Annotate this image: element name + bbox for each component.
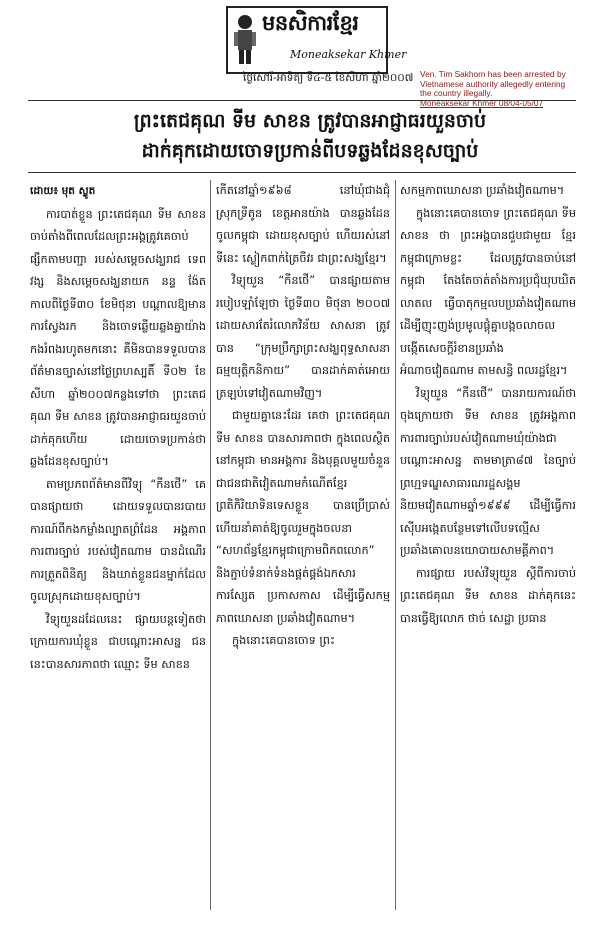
note-line: Moneaksekar Khmer 08/04-05/07	[420, 97, 544, 108]
article-column-3	[400, 180, 576, 630]
paragraph: ការបាត់ខ្លួន ព្រះតេជគុណ ទីម សាខន ចាប់តាំងពីពេលដែលព្រះអង្គត្រូវគេចាប់ផ្សឹកតាមបញ្ជា របស់សម្ដេចសង្ឃរាជ ទេព វង្ស និងសម្ដេចសង្ឃនាយក នន្ទ ង៉ែត កាលពីថ្ងៃទី៣០ ខែមិថុនា បណ្ដាលឱ្យមានការស្វែងរក និងចោទឆ្លើយឆ្លងគ្នាយ៉ាងកងរំពងរហូតមកនោះ គឺមិនបានទទួលបានព័ត៌មានច្បាស់នៅថ្ងៃព្រហស្បតិ៍ ទី០២ ខែសីហា ឆ្នាំ២០០៧កន្លងទៅថា ព្រះតេជគុណ ទីម សាខន ត្រូវបានអាជ្ញាធរយួនចាប់ដាក់គុកហើយ ដោយចោទប្រកាន់ថា ឆ្លងដែនខុសច្បាប់។	[30, 207, 206, 468]
column-divider	[395, 180, 396, 910]
issue-dateline: ថ្ងៃសៅរ៍-អាទិត្យ ទី៤-៥ ខែសីហា ឆ្នាំ២០០៧	[243, 72, 414, 84]
paragraph: តាមប្រភពព័ត៌មានពីវិទ្យុ “កីនថើ” គេបានផ្សាយថា ដោយទទួលបានរបាយការណ៍ពីកងកម្លាំងល្បាតព្រំដែន អង្គភាពការពារច្បាប់ របស់វៀតណាម បានដំណើរការត្រួតពិនិត្យ និងឃាត់ខ្លួនជនម្នាក់ដែលចូលស្រុកដោយខុសច្បាប់។	[30, 477, 206, 603]
note-line: Ven. Tim Sakhorn has been arrested by	[420, 69, 566, 79]
article-headline	[50, 106, 570, 166]
paragraph: ជាមួយគ្នានេះដែរ គេថា ព្រះតេជគុណ ទីម សាខន បានសារភាពថា ក្នុងពេលស្ថិតនៅកម្ពុជា មានអង្គការ និងបុគ្គលមួយចំនួន ជាជនជាតិវៀតណាមកំណើតខ្មែរ ព្រតិកិរិយាទិនទេសខ្លួន បានប្រើប្រាស់ ហើយនាំគាត់ឱ្យចូលរួមក្នុងចលនា “សហព័ន្ធខ្មែរកម្ពុជាក្រោមពិភពលោក” និងភ្ជាប់ទំនាក់ទំនងផ្គត់ផ្គង់ឯកសារការស្សែត ប្រកាសកាស ដើម្បីធ្វើសកម្មភាពឃោសនា ប្រឆាំងវៀតណាម។	[216, 409, 390, 625]
paragraph: វិទ្យុយួនដដែលនេះ ផ្សាយបន្តទៀតថា ក្រោយការឃុំខ្លួន ជាបណ្ដោះអាសន្ន ជននេះបានសារភាពថា ឈ្មោះ ទីម សាខន	[30, 612, 206, 671]
top-rule	[28, 100, 576, 101]
newspaper-masthead	[226, 6, 407, 74]
masthead-title-roman: Moneaksekar Khmer	[290, 48, 407, 61]
paragraph: ការផ្សាយ របស់វិទ្យុយួន ស្តីពីការចាប់ព្រះតេជគុណ ទីម សាខន ដាក់គុកនេះ បានធ្វើឱ្យលោក ថាច់ សេដ្ឋា ប្រធាន	[400, 566, 576, 625]
headline-rule	[28, 172, 576, 173]
column-divider	[210, 180, 211, 910]
byline: ដោយ៖ មុត ស្លូត	[30, 185, 96, 197]
article-column-1	[30, 180, 206, 676]
paragraph: វិទ្យុយួន “កីនថើ” បានផ្សាយតាមរបៀបឡាំឡែថា ថ្ងៃទី៣០ មិថុនា ២០០៧ ដោយសារតែរំលោភវិន័យ សាសនា ត្រូវបាន “ក្រុមប្រឹក្សាព្រះសង្ឃពុទ្ធសាសនាធម្មយុត្តិកនិកាយ” បានដាក់គាត់អោយត្រឡប់ទៅវៀតណាមវិញ។	[216, 274, 390, 400]
paragraph: ក្នុងនោះគេបានចោទ ព្រះ	[232, 634, 335, 647]
paragraph: កើតនៅឆ្នាំ១៩៦៨ នៅឃុំជាងជុំ ស្រុកទ្រីតូន ខេត្តអានយ៉ាង បានឆ្លងដែនចូលកម្ពុជា ដោយខុសច្បាប់ ហើយរស់នៅទីនេះ ស្លៀកពាក់ត្រៃចីវរ ជាព្រះសង្ឃខ្មែរ។	[216, 184, 390, 265]
mascot-logo-icon	[231, 11, 259, 67]
headline-line: ដាក់គុកដោយចោទប្រកាន់ពីបទឆ្លងដែនខុសច្បាប់	[141, 140, 479, 162]
headline-line: ព្រះតេជគុណ ទីម សាខន ត្រូវបានអាជ្ញាធរយួនចាប់	[133, 110, 487, 132]
masthead-title-khmer: មនសិការខ្មែរ	[262, 11, 359, 35]
english-caption-note	[420, 70, 596, 108]
article-column-2	[216, 180, 390, 653]
note-line: the country illegally.	[420, 88, 493, 99]
paragraph: សកម្មភាពឃោសនា ប្រឆាំងវៀតណាម។	[400, 184, 565, 197]
paragraph: ក្នុងនោះគេបានចោទ ព្រះតេជគុណ ទីម សាខន ថា ព្រះអង្គបានជួបជាមួយ ខ្មែរកម្ពុជាក្រោមខ្លះ ដែលត្រូវបានចាប់នៅកម្ពុជា តែងតែចាត់តាំងការប្រជុំឃុបឃិតលាតល ធ្វើបាតុកម្មលបប្រឆាំងវៀតណាម ដើម្បីញុះញង់ប្រមូលផ្ដុំគ្នាបង្កចលាចល បង្កើតសេចក្ដីរំខានប្រឆាំងអំណាចវៀតណាម តាមសន្ធិ ពលរដ្ឋខ្មែរ។	[400, 206, 576, 377]
note-line: Vietnamese authority allegedly entering	[420, 78, 566, 89]
paragraph: វិទ្យុយួន “កីនថើ” បានរាយការណ៍ថា ចុងក្រោយថា ទីម សាខន ត្រូវអង្គភាពការពារច្បាប់របស់វៀតណាមឃុំយ៉ាងជាបណ្ដោះអាសន្ន តាមមាត្រា៨៧ នៃច្បាប់ព្រហ្មទណ្ឌសាធារណរដ្ឋសង្គមនិយមវៀតណាមឆ្នាំ១៩៩៩ ដើម្បីធ្វើការស៊ើបអង្កេតបន្ថែមទៅលើបទល្មើសប្រឆាំងគោលនយោបាយសាមគ្គីភាព។	[400, 386, 576, 557]
